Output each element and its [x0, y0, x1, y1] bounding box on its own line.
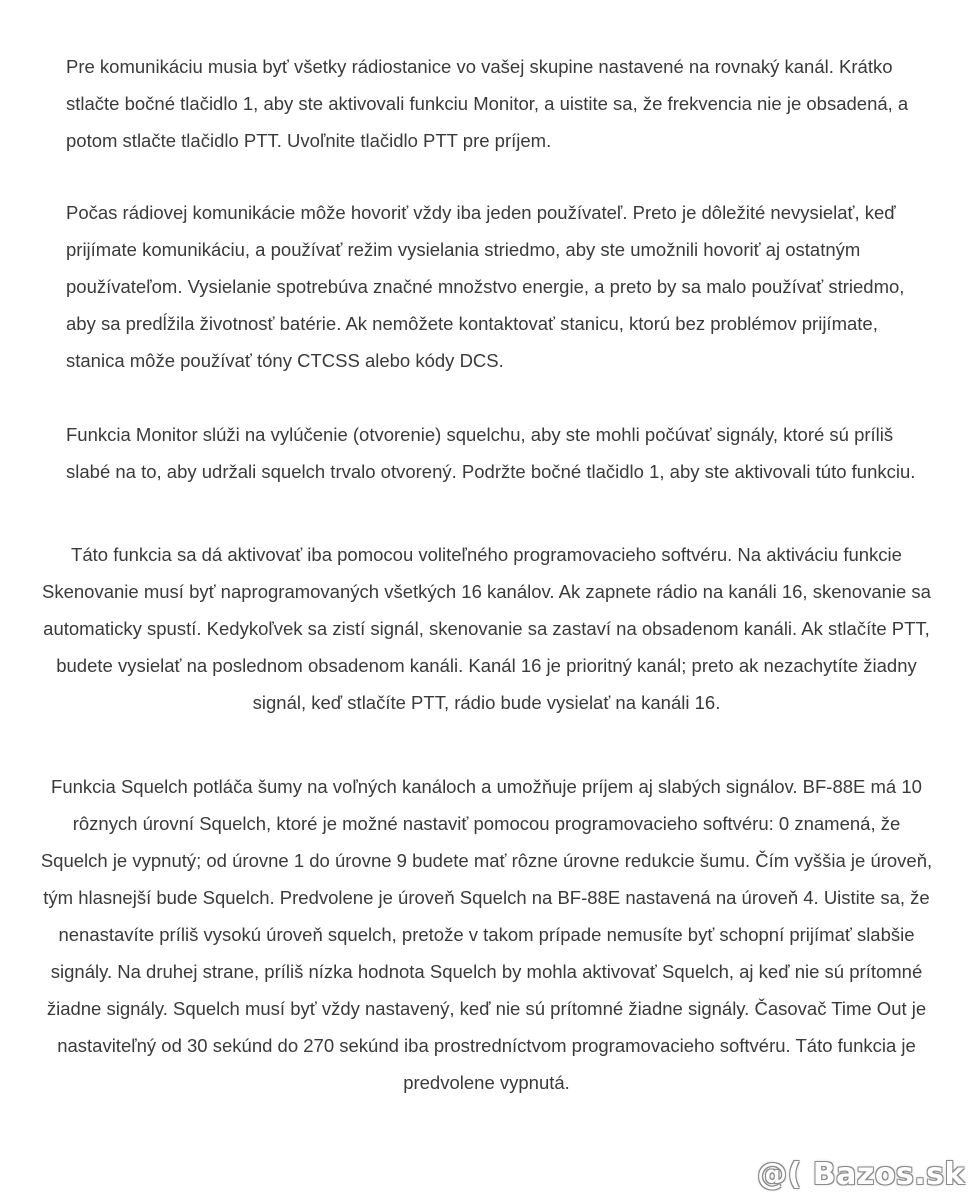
paragraph-scan-function: Táto funkcia sa dá aktivovať iba pomocou voliteľného programovacieho softvéru. Na aktiváciu funkcie Skenovanie musí byť naprogramovaných všetkých 16 kanálov. Ak zapnete rádio na kanáli 16, skenovanie sa automaticky spustí. Kedykoľvek sa zistí signál, skenovanie sa zastaví na obsadenom kanáli. Ak stlačíte PTT, budete vysielať na poslednom obsadenom kanáli. Kanál 16 je prioritný kanál; preto ak nezachytíte žiadny signál, keď stlačíte PTT, rádio bude vysielať na kanáli 16. [42, 544, 931, 713]
paragraph-squelch-function: Funkcia Squelch potláča šumy na voľných kanáloch a umožňuje príjem aj slabých signálov. BF-88E má 10 rôznych úrovní Squelch, ktoré je možné nastaviť pomocou programovacieho softvéru: 0 znamená, že Squelch je vypnutý; od úrovne 1 do úrovne 9 budete mať rôzne úrovne redukcie šumu. Čím vyššia je úroveň, tým hlasnejší bude Squelch. Predvolene je úroveň Squelch na BF-88E nastavená na úroveň 4. Uistite sa, že nenastavíte príliš vysokú úroveň squelch, pretože v takom prípade nemusíte byť schopní prijímať slabšie signály. Na druhej strane, príliš nízka hodnota Squelch by mohla aktivovať Squelch, aj keď nie sú prítomné žiadne signály. Squelch musí byť vždy nastavený, keď nie sú prítomné žiadne signály. Časovač Time Out je nastaviteľný od 30 sekúnd do 270 sekúnd iba prostredníctvom programovacieho softvéru. Táto funkcia je predvolene vypnutá. [40, 776, 933, 1093]
paragraph-communication: Pre komunikáciu musia byť všetky rádiostanice vo vašej skupine nastavené na rovnaký kanál. Krátko stlačte bočné tlačidlo 1, aby ste aktivovali funkciu Monitor, a uistite sa, že frekvencia nie je obsadená, a potom stlačte tlačidlo PTT. Uvoľnite tlačidlo PTT pre príjem. [66, 56, 909, 151]
paragraph-monitor-function: Funkcia Monitor slúži na vylúčenie (otvorenie) squelchu, aby ste mohli počúvať signály, ktoré sú príliš slabé na to, aby udržali squelch trvalo otvorený. Podržte bočné tlačidlo 1, aby ste aktivovali túto funkciu. [66, 424, 916, 482]
paragraph-radio-usage: Počas rádiovej komunikácie môže hovoriť vždy iba jeden používateľ. Preto je dôležité nevysielať, keď prijímate komunikáciu, a používať režim vysielania striedmo, aby ste umožnili hovoriť aj ostatným používateľom. Vysielanie spotrebúva značné množstvo energie, a preto by sa malo používať striedmo, aby sa predĺžila životnosť batérie. Ak nemôžete kontaktovať stanicu, ktorú bez problémov prijímate, stanica môže používať tóny CTCSS alebo kódy DCS. [66, 202, 905, 371]
bazos-watermark: @( Bazos.sk [757, 1157, 965, 1192]
